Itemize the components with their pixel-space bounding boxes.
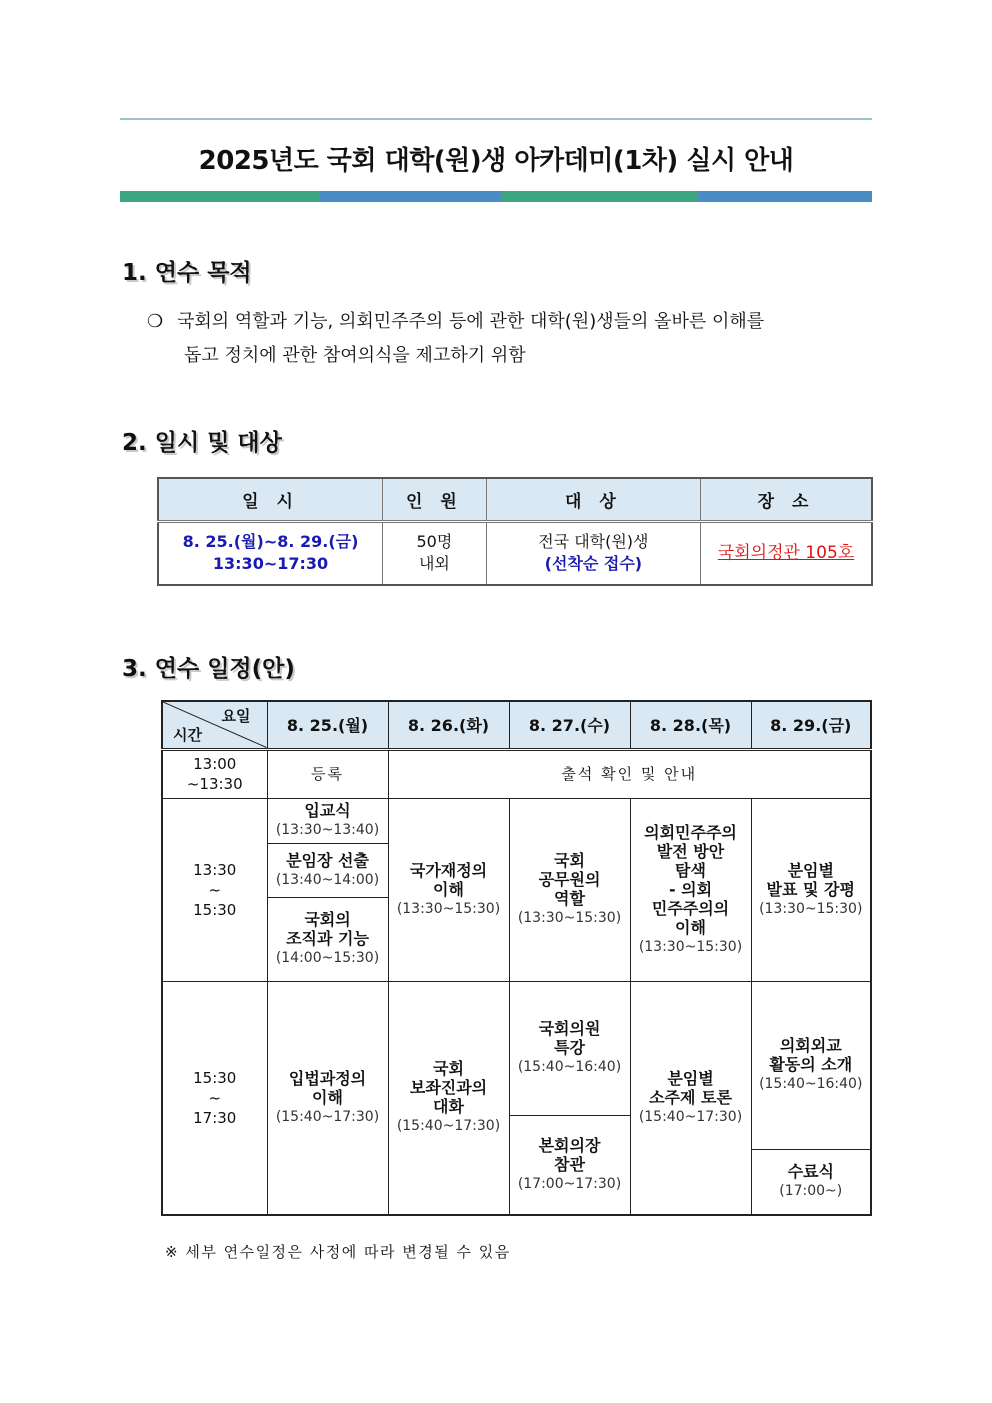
session-group-presentation <box>751 798 871 981</box>
timetable <box>161 700 872 1216</box>
session-time: (15:40~16:40) <box>759 1076 863 1092</box>
time-cell-3 <box>162 981 267 1215</box>
time-tilde: ~ <box>208 1088 222 1107</box>
people-count: 50명 <box>416 532 453 552</box>
registration-cell: 등록 <box>267 749 388 798</box>
target-note: (선착순 접수) <box>544 554 643 574</box>
session-time: (13:30~15:30) <box>759 900 863 917</box>
title-band <box>120 191 872 202</box>
session-title: 분임장 선출 <box>286 850 369 870</box>
purpose-line-2: 돕고 정치에 관한 참여의식을 제고하기 위함 <box>184 345 526 366</box>
session-time: (13:40~14:00) <box>275 871 380 888</box>
header-place: 장 소 <box>701 478 873 521</box>
session-aides-dialogue <box>388 981 509 1215</box>
session-lawmaker-lecture <box>509 981 630 1115</box>
time-start: 15:30 <box>193 1068 237 1087</box>
session-title: 특강 <box>554 1038 585 1057</box>
session-title: 의회외교 <box>779 1036 842 1055</box>
page-title: 2025년도 국회 대학(원)생 아카데미(1차) 실시 안내 <box>198 146 794 176</box>
session-title: 이해 <box>675 917 706 937</box>
session-time: (15:40~17:30) <box>638 1108 743 1125</box>
session-title: 국회 <box>433 1059 464 1079</box>
session-democracy <box>630 798 751 981</box>
session-time: (15:40~17:30) <box>275 1108 380 1125</box>
session-leader-election <box>267 843 388 897</box>
session-plenary-visit <box>509 1115 630 1215</box>
session-title: 입법과정의 <box>288 1068 367 1088</box>
session-title: 조직과 기능 <box>286 929 369 948</box>
time-start: 13:00 <box>193 755 237 773</box>
session-time: (13:30~15:30) <box>517 910 622 926</box>
circle-bullet-icon: ❍ <box>147 311 164 332</box>
top-rule <box>120 118 872 120</box>
session-officials <box>509 798 630 981</box>
attendance-cell: 출석 확인 및 안내 <box>388 749 871 798</box>
corner-cell <box>162 701 267 749</box>
session-diplomacy <box>751 981 871 1149</box>
session-time: (14:00~15:30) <box>275 950 380 966</box>
session-title: 국회 <box>554 851 585 870</box>
session-title: - 의회 <box>668 879 713 899</box>
time-start: 13:30 <box>193 860 237 879</box>
section-heading-schedule-target: 2. 일시 및 대상 <box>122 430 282 456</box>
session-title: 수료식 <box>787 1162 834 1182</box>
session-title: 의회민주주의 <box>644 822 737 842</box>
session-title: 역할 <box>554 889 585 908</box>
session-title: 분임별 <box>787 860 834 880</box>
date-range: 8. 25.(월)~8. 29.(금) <box>182 532 359 552</box>
place-text: 국회의정관 105호 <box>717 543 855 564</box>
session-title: 보좌진과의 <box>409 1078 488 1098</box>
day-header-wed: 8. 27.(수) <box>509 701 630 749</box>
session-time: (13:30~15:30) <box>396 900 501 917</box>
cell-date <box>158 521 383 585</box>
time-tilde: ~ <box>208 880 222 899</box>
session-title: 국회의원 <box>538 1019 601 1038</box>
time-end: ~13:30 <box>186 775 243 793</box>
session-title: 공무원의 <box>538 870 601 889</box>
time-end: 17:30 <box>193 1108 237 1127</box>
session-time: (13:30~13:40) <box>275 822 380 838</box>
session-time: (13:30~15:30) <box>638 938 743 955</box>
section-heading-timetable: 3. 연수 일정(안) <box>122 656 295 682</box>
day-header-mon: 8. 25.(월) <box>267 701 388 749</box>
session-title: 이해 <box>433 879 464 899</box>
session-title: 본회의장 <box>538 1135 601 1155</box>
purpose-line-1: 국회의 역할과 기능, 의회민주주의 등에 관한 대학(원)생들의 올바른 이해를 <box>177 311 765 332</box>
target-text: 전국 대학(원)생 <box>538 532 649 552</box>
corner-time-label: 시간 <box>173 725 202 744</box>
footnote: ※ 세부 연수일정은 사정에 따라 변경될 수 있음 <box>165 1243 511 1261</box>
session-title: 참관 <box>554 1154 585 1174</box>
session-title: 활동의 소개 <box>769 1055 853 1074</box>
day-header-fri: 8. 29.(금) <box>751 701 871 749</box>
header-target: 대 상 <box>486 478 700 521</box>
session-time: (17:00~) <box>779 1183 843 1200</box>
time-cell-1 <box>162 749 267 798</box>
corner-day-label: 요일 <box>221 707 251 725</box>
session-title: 소주제 토론 <box>649 1087 732 1107</box>
session-title: 탐색 <box>675 860 706 880</box>
session-time: (15:40~16:40) <box>517 1059 622 1075</box>
time-end: 15:30 <box>193 900 237 919</box>
session-finance <box>388 798 509 981</box>
session-group-discussion <box>630 981 751 1215</box>
time-cell-2 <box>162 798 267 981</box>
session-title: 국가재정의 <box>409 860 488 880</box>
cell-target <box>486 521 700 585</box>
session-time: (15:40~17:30) <box>396 1118 501 1135</box>
session-title: 입교식 <box>304 801 351 820</box>
header-date: 일 시 <box>158 478 383 521</box>
cell-people <box>383 521 487 585</box>
section-heading-purpose: 1. 연수 목적 <box>122 260 252 286</box>
session-organization <box>267 897 388 981</box>
info-table <box>157 477 873 586</box>
day-header-thu: 8. 28.(목) <box>630 701 751 749</box>
session-graduation <box>751 1149 871 1215</box>
time-range: 13:30~17:30 <box>212 554 329 574</box>
cell-place <box>701 521 873 585</box>
session-title: 민주주의의 <box>651 898 730 918</box>
session-title: 대화 <box>433 1097 464 1117</box>
session-legislation <box>267 981 388 1215</box>
session-opening <box>267 798 388 843</box>
session-title: 발전 방안 <box>656 841 725 861</box>
session-title: 이해 <box>312 1087 343 1107</box>
session-title: 국회의 <box>304 910 351 929</box>
session-title: 분임별 <box>667 1068 714 1088</box>
header-people: 인 원 <box>383 478 487 521</box>
people-approx: 내외 <box>418 554 450 574</box>
session-title: 발표 및 강평 <box>766 879 855 899</box>
session-time: (17:00~17:30) <box>517 1175 622 1192</box>
day-header-tue: 8. 26.(화) <box>388 701 509 749</box>
